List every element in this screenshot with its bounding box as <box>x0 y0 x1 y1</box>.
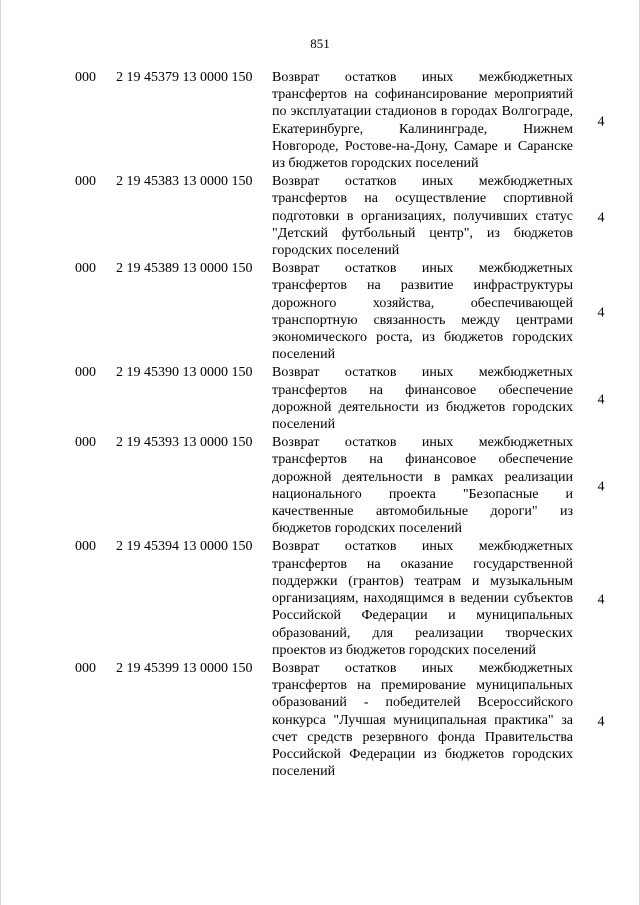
budget-classification-code: 2 19 45393 13 0000 150 <box>116 435 253 451</box>
table-row <box>1 172 640 259</box>
row-description: Возврат остатков иных межбюджетных трансфертов на оказание государственной поддержки (грантов) театрам и музыкальным организациям, находящимся в ведении субъектов Российской Федерации и муниципальных образований, для реализации творческих проектов из бюджетов городских поселений <box>272 539 573 658</box>
group-number: 4 <box>597 305 605 321</box>
admin-code: 000 <box>75 435 96 451</box>
row-description: Возврат остатков иных межбюджетных трансфертов на премирование муниципальных образований - победителей Всероссийского конкурса "Лучшая муниципальная практика" за счет средств резервного фонда Правительства Российской Федерации из бюджетов городских поселений <box>272 660 573 780</box>
budget-classification-code: 2 19 45389 13 0000 150 <box>116 261 253 277</box>
table-row <box>1 433 640 537</box>
table-row <box>1 68 640 172</box>
admin-code: 000 <box>75 365 96 381</box>
budget-classification-code: 2 19 45399 13 0000 150 <box>116 660 253 676</box>
row-description: Возврат остатков иных межбюджетных трансфертов на финансовое обеспечение дорожной деятельности из бюджетов городских поселений <box>272 365 573 433</box>
group-number: 4 <box>597 210 605 226</box>
row-description: Возврат остатков иных межбюджетных трансфертов на софинансирование мероприятий по эксплуатации стадионов в городах Волгограде, Екатеринбурге, Калининграде, Нижнем Новгороде, Ростове-на-Дону, Самаре и Саранске из бюджетов городских поселений <box>272 70 573 172</box>
group-number: 4 <box>597 114 605 130</box>
table-row <box>1 659 640 780</box>
table-row <box>1 259 640 363</box>
admin-code: 000 <box>75 174 96 190</box>
row-description: Возврат остатков иных межбюджетных трансфертов на финансовое обеспечение дорожной деятельности в рамках реализации национального проекта "Безопасные и качественные автомобильные дороги" из бюджетов городских поселений <box>272 435 573 537</box>
group-number: 4 <box>597 479 605 495</box>
group-number: 4 <box>597 592 605 608</box>
row-description: Возврат остатков иных межбюджетных трансфертов на развитие инфраструктуры дорожного хозяйства, обеспечивающей транспортную связанность между центрами экономического роста, из бюджетов городских поселений <box>272 261 573 363</box>
row-description: Возврат остатков иных межбюджетных трансфертов на осуществление спортивной подготовки в организациях, получивших статус "Детский футбольный центр", из бюджетов городских поселений <box>272 174 573 259</box>
budget-classification-code: 2 19 45379 13 0000 150 <box>116 70 253 85</box>
budget-classification-code: 2 19 45394 13 0000 150 <box>116 539 253 555</box>
table-row <box>1 363 640 433</box>
admin-code: 000 <box>75 539 96 555</box>
budget-classification-code: 2 19 45390 13 0000 150 <box>116 365 253 381</box>
table-row <box>1 537 640 658</box>
classification-table <box>1 68 640 780</box>
page-number: 851 <box>310 36 330 51</box>
budget-classification-code: 2 19 45383 13 0000 150 <box>116 174 253 190</box>
group-number: 4 <box>597 392 605 408</box>
admin-code: 000 <box>75 70 96 85</box>
admin-code: 000 <box>75 261 96 277</box>
group-number: 4 <box>597 714 605 730</box>
admin-code: 000 <box>75 660 96 676</box>
